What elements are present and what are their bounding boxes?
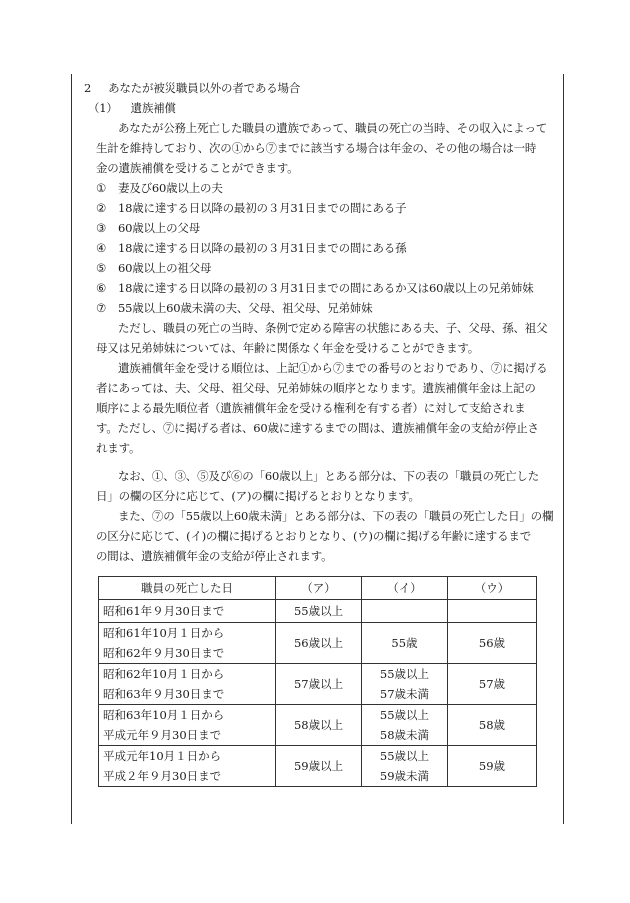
text-line: ただし、職員の死亡の当時、条例で定める障害の状態にある夫、子、父母、孫、祖父: [118, 321, 548, 335]
date-line: 昭和63年９月30日まで: [103, 687, 225, 701]
table-header: （イ）: [362, 577, 448, 600]
text-line: 生計を維持しており、次の①から⑦までに該当する場合は年金の、その他の場合は一時: [96, 141, 537, 155]
col-i-cell: [362, 664, 448, 705]
col-a-cell: 55歳以上: [276, 600, 362, 623]
date-line: 昭和62年９月30日まで: [103, 646, 225, 660]
date-cell: [99, 664, 276, 705]
col-a-cell: 56歳以上: [276, 623, 362, 664]
table-header: （ウ）: [447, 577, 536, 600]
col-i-cell: [362, 746, 448, 787]
text-line: の間は、遺族補償年金の支給が停止されます。: [96, 549, 333, 563]
table-row: [99, 600, 537, 623]
item-number: ⑤: [96, 261, 107, 275]
text-line: 母又は兄弟姉妹については、年齢に関係なく年金を受けることができます。: [96, 341, 480, 355]
item-number: ④: [96, 241, 107, 255]
col-i-line: 55歳: [391, 636, 418, 650]
col-i-line: 57歳未満: [379, 687, 430, 701]
text-line: 順序による最先順位者（遺族補償年金を受ける権利を有する者）に対して支給されま: [96, 401, 526, 415]
list-item: [78, 198, 562, 218]
text-line: れます。: [96, 441, 141, 455]
col-i-line: 59歳未満: [379, 769, 430, 783]
item-text: 60歳以上の祖父母: [118, 261, 212, 275]
col-i-line: 55歳以上: [379, 708, 430, 722]
item-number: ⑥: [96, 281, 107, 295]
text-line: なお、①、③、⑤及び⑥の「60歳以上」とある部分は、下の表の「職員の死亡した: [118, 469, 540, 483]
subsection-heading: [78, 98, 562, 118]
item-text: 18歳に達する日以降の最初の３月31日までの間にあるか又は60歳以上の兄弟姉妹: [118, 281, 534, 295]
date-cell: [99, 623, 276, 664]
conditions-list: [78, 178, 562, 318]
table-row: [99, 705, 537, 746]
list-item: [78, 298, 562, 318]
col-i-cell: [362, 623, 448, 664]
text-line: の区分に応じて、(イ)の欄に掲げるとおりとなり、(ウ)の欄に掲げる年齢に達するまで: [96, 529, 532, 543]
date-line: 昭和61年10月１日から: [103, 626, 225, 640]
text-line: 金の遺族補償を受けることができます。: [96, 161, 299, 175]
subsection-number: （1）: [88, 101, 118, 115]
col-u-cell: 56歳: [447, 623, 536, 664]
table-header-row: [99, 577, 537, 600]
date-line: 昭和63年10月１日から: [103, 708, 225, 722]
table-row: [99, 664, 537, 705]
date-cell: [99, 600, 276, 623]
list-item: [78, 178, 562, 198]
table-row: [99, 746, 537, 787]
text-line: 者にあっては、夫、父母、祖父母、兄弟姉妹の順序となります。遺族補償年金は上記の: [96, 381, 536, 395]
list-item: [78, 278, 562, 298]
item-number: ⑦: [96, 301, 107, 315]
item-text: 18歳に達する日以降の最初の３月31日までの間にある子: [118, 201, 407, 215]
list-item: [78, 238, 562, 258]
paragraph-note-a: [78, 466, 562, 506]
table-header: （ア）: [276, 577, 362, 600]
item-number: ①: [96, 181, 107, 195]
text-line: 遺族補償年金を受ける順位は、上記①から⑦までの番号のとおりであり、⑦に掲げる: [118, 361, 548, 375]
col-i-cell: [362, 600, 448, 623]
item-text: 60歳以上の父母: [118, 221, 201, 235]
age-table: [98, 576, 537, 787]
item-text: 妻及び60歳以上の夫: [118, 181, 223, 195]
col-a-cell: 59歳以上: [276, 746, 362, 787]
date-line: 昭和62年10月１日から: [103, 667, 225, 681]
item-text: 55歳以上60歳未満の夫、父母、祖父母、兄弟姉妹: [118, 301, 373, 315]
table-row: [99, 623, 537, 664]
col-i-line: 55歳以上: [379, 667, 430, 681]
col-i-cell: [362, 705, 448, 746]
paragraph-note-b: [78, 506, 562, 566]
text-line: 日」の欄の区分に応じて、(ア)の欄に掲げるとおりとなります。: [96, 489, 420, 503]
col-a-cell: 57歳以上: [276, 664, 362, 705]
col-u-cell: 59歳: [447, 746, 536, 787]
list-item: [78, 258, 562, 278]
list-item: [78, 218, 562, 238]
paragraph-disability: [78, 318, 562, 358]
text-line: また、⑦の「55歳以上60歳未満」とある部分は、下の表の「職員の死亡した日」の欄: [118, 509, 554, 523]
item-text: 18歳に達する日以降の最初の３月31日までの間にある孫: [118, 241, 407, 255]
text-line: す。ただし、⑦に掲げる者は、60歳に達するまでの間は、遺族補償年金の支給が停止さ: [96, 421, 539, 435]
item-number: ③: [96, 221, 107, 235]
section-title: あなたが被災職員以外の者である場合: [108, 81, 301, 95]
date-cell: [99, 705, 276, 746]
col-a-cell: 58歳以上: [276, 705, 362, 746]
section-number: 2: [84, 81, 92, 95]
subsection-title: 遺族補償: [130, 101, 176, 115]
document-body: [78, 78, 562, 566]
paragraph-intro: [78, 118, 562, 178]
section-heading: [78, 78, 562, 98]
table-header: 職員の死亡した日: [99, 577, 276, 600]
col-i-line: 58歳未満: [379, 728, 430, 742]
col-u-cell: 57歳: [447, 664, 536, 705]
date-line: 昭和61年９月30日まで: [103, 604, 225, 618]
date-line: 平成元年９月30日まで: [103, 728, 222, 742]
date-cell: [99, 746, 276, 787]
text-line: あなたが公務上死亡した職員の遺族であって、職員の死亡の当時、その収入によって: [118, 121, 548, 135]
col-i-line: 55歳以上: [379, 749, 430, 763]
date-line: 平成２年９月30日まで: [103, 769, 222, 783]
item-number: ②: [96, 201, 107, 215]
paragraph-order: [78, 358, 562, 458]
date-line: 平成元年10月１日から: [103, 749, 222, 763]
col-u-cell: 58歳: [447, 705, 536, 746]
col-u-cell: [447, 600, 536, 623]
